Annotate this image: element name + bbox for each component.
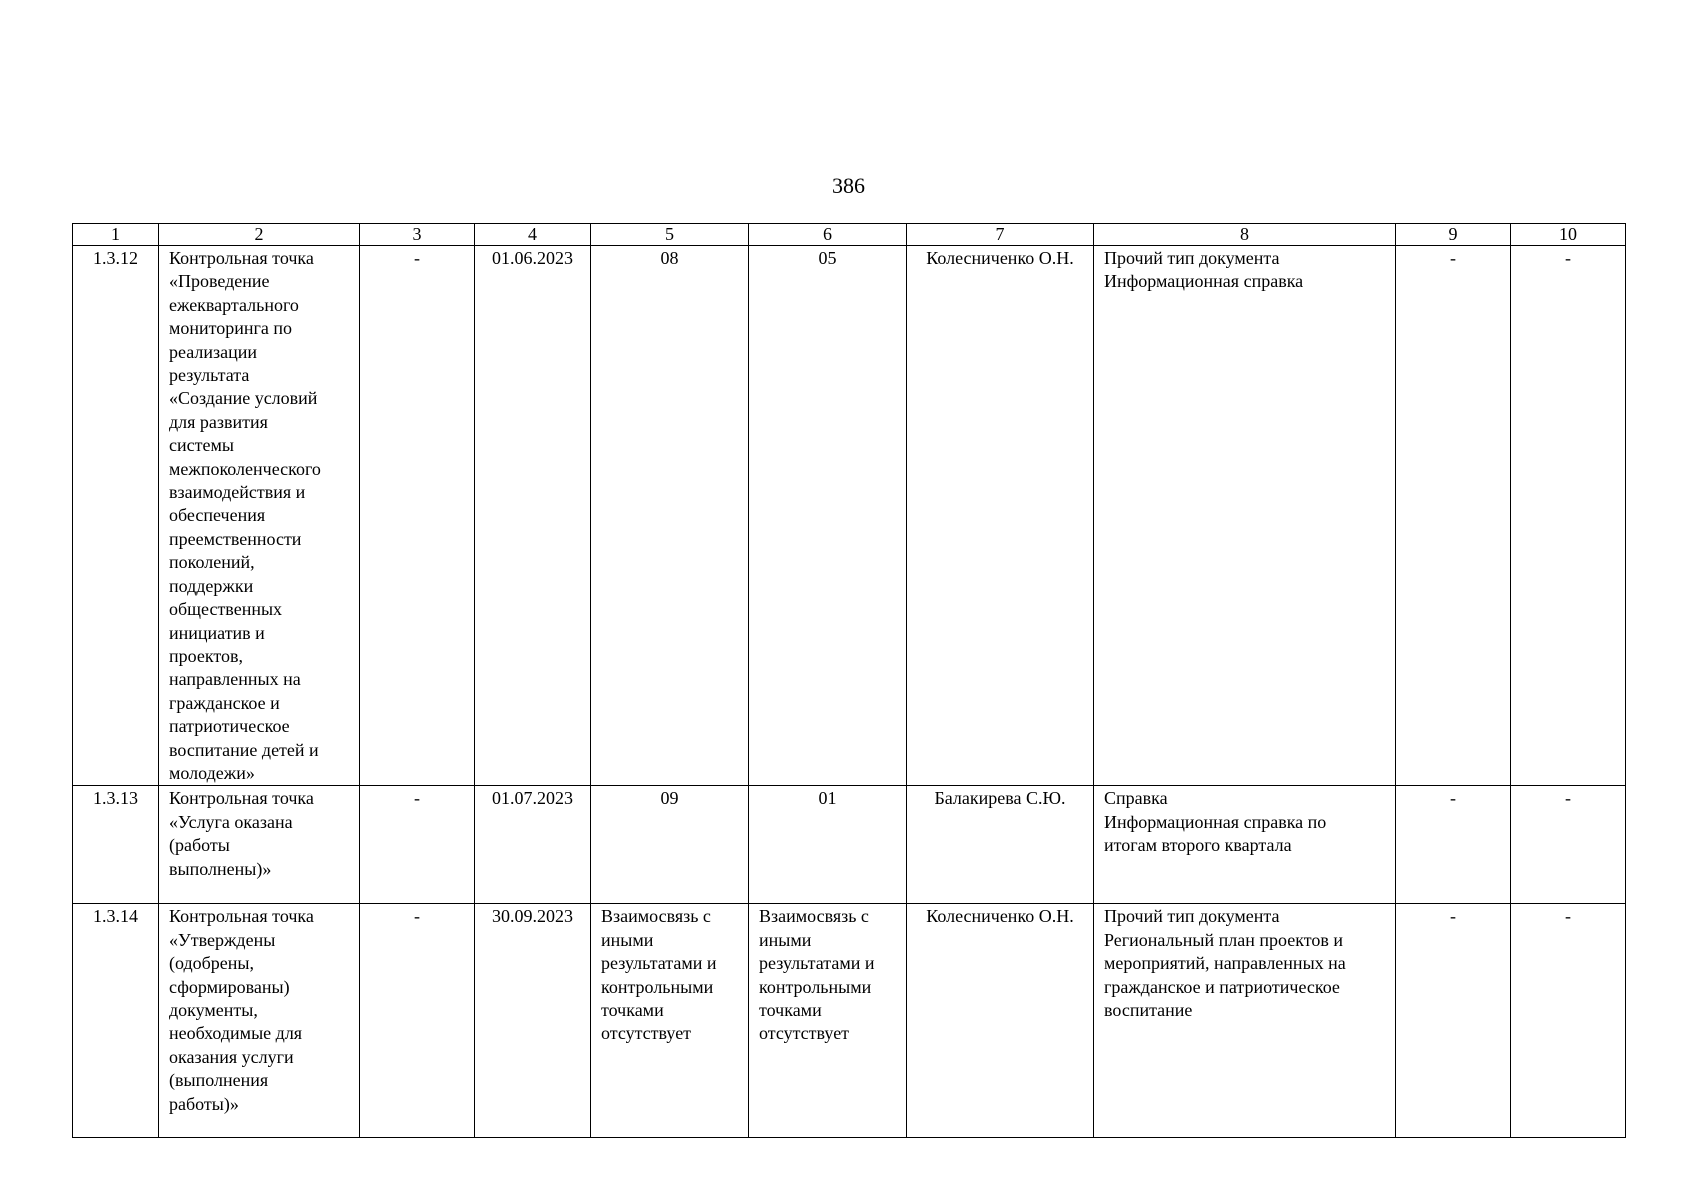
row-number-cell: 1.3.12 <box>73 246 159 786</box>
row-number-cell: 1.3.14 <box>73 904 159 1138</box>
control-point-name-cell: Контрольная точка «Проведение ежеквартального мониторинга по реализации результата «Создание условий для развития системы межпоколенческого взаимодействия и обеспечения преемственности поколений, поддержки общественных инициатив и проектов, направленных на гражданское и патриотическое воспитание детей и молодежи» <box>159 246 360 786</box>
document-cell: Справка Информационная справка по итогам второго квартала <box>1094 786 1396 904</box>
col5-cell: 08 <box>591 246 749 786</box>
header-cell-1: 1 <box>73 224 159 246</box>
table-row <box>73 246 1626 786</box>
header-cell-10: 10 <box>1511 224 1626 246</box>
col3-cell: - <box>360 904 475 1138</box>
header-cell-5: 5 <box>591 224 749 246</box>
col6-cell: 01 <box>749 786 907 904</box>
col10-cell: - <box>1511 904 1626 1138</box>
col10-cell: - <box>1511 786 1626 904</box>
col5-cell: 09 <box>591 786 749 904</box>
document-cell: Прочий тип документа Информационная справка <box>1094 246 1396 786</box>
col10-cell: - <box>1511 246 1626 786</box>
header-cell-7: 7 <box>907 224 1094 246</box>
col6-cell: Взаимосвязь с иными результатами и контрольными точками отсутствует <box>749 904 907 1138</box>
header-row <box>73 224 1626 246</box>
control-point-name-cell: Контрольная точка «Утверждены (одобрены, сформированы) документы, необходимые для оказания услуги (выполнения работы)» <box>159 904 360 1138</box>
date-cell: 30.09.2023 <box>475 904 591 1138</box>
header-cell-9: 9 <box>1396 224 1511 246</box>
col5-cell: Взаимосвязь с иными результатами и контрольными точками отсутствует <box>591 904 749 1138</box>
control-points-table <box>72 223 1626 1138</box>
responsible-cell: Балакирева С.Ю. <box>907 786 1094 904</box>
date-cell: 01.07.2023 <box>475 786 591 904</box>
table-row <box>73 786 1626 904</box>
date-cell: 01.06.2023 <box>475 246 591 786</box>
document-cell: Прочий тип документа Региональный план проектов и мероприятий, направленных на гражданское и патриотическое воспитание <box>1094 904 1396 1138</box>
col9-cell: - <box>1396 786 1511 904</box>
col3-cell: - <box>360 246 475 786</box>
col3-cell: - <box>360 786 475 904</box>
responsible-cell: Колесниченко О.Н. <box>907 904 1094 1138</box>
header-cell-2: 2 <box>159 224 360 246</box>
col6-cell: 05 <box>749 246 907 786</box>
page-number: 386 <box>832 173 865 198</box>
header-cell-3: 3 <box>360 224 475 246</box>
row-number-cell: 1.3.13 <box>73 786 159 904</box>
header-cell-4: 4 <box>475 224 591 246</box>
header-cell-6: 6 <box>749 224 907 246</box>
col9-cell: - <box>1396 904 1511 1138</box>
col9-cell: - <box>1396 246 1511 786</box>
control-point-name-cell: Контрольная точка «Услуга оказана (работы выполнены)» <box>159 786 360 904</box>
table-row <box>73 904 1626 1138</box>
header-cell-8: 8 <box>1094 224 1396 246</box>
responsible-cell: Колесниченко О.Н. <box>907 246 1094 786</box>
